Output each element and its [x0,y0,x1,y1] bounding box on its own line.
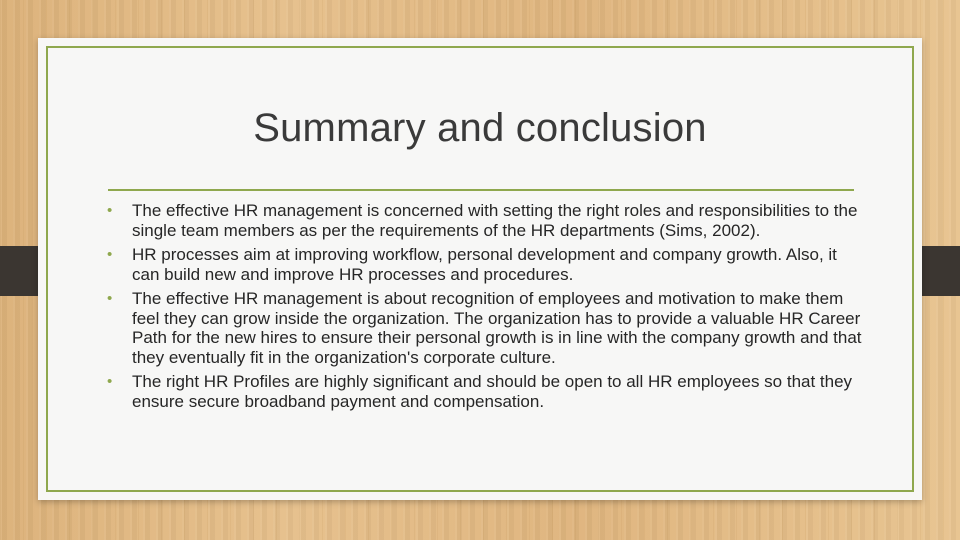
slide-title: Summary and conclusion [253,106,707,150]
bullet-item [105,245,865,284]
bullet-item [105,372,865,411]
bullet-text: HR processes aim at improving workflow, personal development and company growth. Also, it can build new and improve HR processes and procedures. [132,245,837,284]
bullet-text: The right HR Profiles are highly significant and should be open to all HR employees so that they ensure secure broadband payment and compensation. [132,372,853,411]
bullet-dot-icon: • [107,202,113,219]
bullet-list [105,201,865,416]
bullet-dot-icon: • [107,290,113,307]
slide-card [38,38,922,500]
bullet-item [105,289,865,367]
bullet-item [105,201,865,240]
bullet-dot-icon: • [107,373,113,390]
bullet-text: The effective HR management is concerned with setting the right roles and responsibilities to the single team members as per the requirements of the HR departments (Sims, 2002). [132,201,858,240]
bullet-dot-icon: • [107,246,113,263]
title-divider [108,189,854,191]
bullet-text: The effective HR management is about recognition of employees and motivation to make them feel they can grow inside the organization. The organization has to provide a valuable HR Career Path for the new hires to ensure their personal growth is in line with the company growth and that they eventually fit in the organization's corporate culture. [132,289,862,367]
